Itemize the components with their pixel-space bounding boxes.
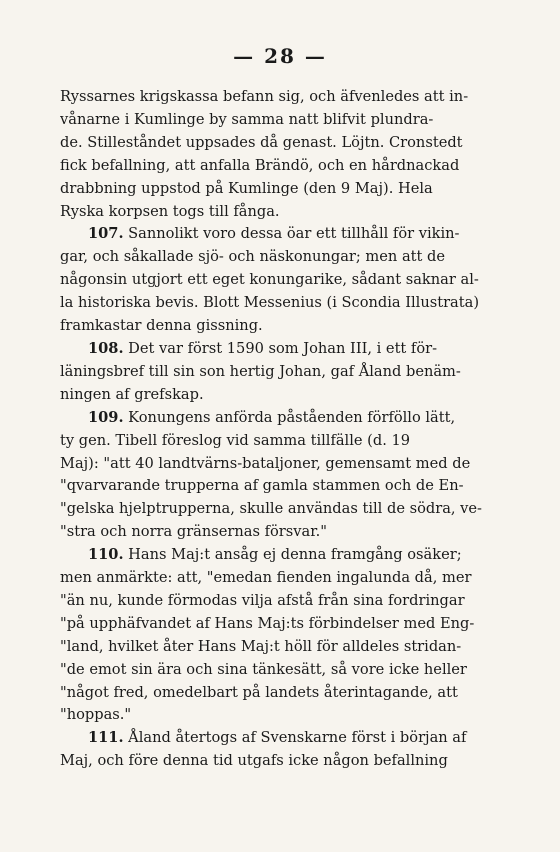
body-text: [60, 86, 502, 773]
paragraph-number: 110.: [88, 546, 124, 564]
text-line: [60, 292, 502, 315]
paragraph-number: 111.: [88, 729, 124, 747]
text-line: [60, 704, 502, 727]
text-line: [60, 361, 502, 384]
paragraph-start-line: [60, 727, 502, 750]
line-text: Det var först 1590 som Johan III, i ett för-: [123, 339, 438, 357]
line-text: "hoppas.": [60, 706, 132, 724]
line-text: "de emot sin ära och sina tänkesätt, så vore icke heller: [60, 660, 467, 678]
text-line: [60, 132, 502, 155]
paragraph-number: 107.: [88, 225, 124, 243]
text-line: [60, 498, 502, 521]
line-text: Konungens anförda påståenden förföllo lätt,: [123, 408, 456, 426]
line-text: Maj): "att 40 landtvärns-bataljoner, gemensamt med de: [60, 454, 471, 472]
text-line: [60, 109, 502, 132]
line-text: framkastar denna gissning.: [60, 317, 263, 335]
text-line: [60, 567, 502, 590]
text-line: [60, 178, 502, 201]
line-text: Ryska korpsen togs till fånga.: [60, 202, 280, 220]
text-line: [60, 682, 502, 705]
text-line: [60, 521, 502, 544]
page-header: — 28 —: [233, 44, 327, 68]
line-text: "gelska hjelptrupperna, skulle användas till de södra, ve-: [60, 500, 482, 518]
paragraph-start-line: [60, 223, 502, 246]
line-text: Ryssarnes krigskassa befann sig, och äfvenledes att in-: [60, 88, 469, 105]
line-text: "land, hvilket åter Hans Maj:t höll för alldeles stridan-: [60, 637, 462, 655]
text-line: [60, 453, 502, 476]
text-line: [60, 613, 502, 636]
line-text: "stra och norra gränsernas försvar.": [60, 523, 327, 541]
line-text: la historiska bevis. Blott Messenius (i Scondia Illustrata): [60, 294, 480, 312]
paragraph-start-line: [60, 544, 502, 567]
text-line: [60, 475, 502, 498]
line-text: drabbning uppstod på Kumlinge (den 9 Maj). Hela: [60, 179, 433, 197]
paragraph-start-line: [60, 338, 502, 361]
text-line: [60, 201, 502, 224]
line-text: Maj, och före denna tid utgafs icke någon befallning: [60, 752, 448, 770]
text-line: [60, 246, 502, 269]
line-text: de. Stilleståndet uppsades då genast. Löjtn. Cronstedt: [60, 133, 463, 151]
line-text: men anmärkte: att, "emedan fienden ingalunda då, mer: [60, 569, 472, 587]
line-text: "än nu, kunde förmodas vilja afstå från sina fordringar: [60, 591, 465, 609]
line-text: ty gen. Tibell föreslog vid samma tillfälle (d. 19: [60, 431, 411, 449]
line-text: "något fred, omedelbart på landets återintagande, att: [60, 683, 458, 701]
line-text: ningen af grefskap.: [60, 385, 204, 403]
text-line: [60, 659, 502, 682]
line-text: vånarne i Kumlinge by samma natt blifvit plundra-: [60, 110, 434, 128]
text-line: [60, 750, 502, 773]
paragraph-start-line: [60, 407, 502, 430]
text-line: [60, 430, 502, 453]
text-line: [60, 636, 502, 659]
text-line: [60, 269, 502, 292]
text-line: [60, 590, 502, 613]
line-text: "på upphäfvandet af Hans Maj:ts förbindelser med Eng-: [60, 614, 475, 632]
line-text: Sannolikt voro dessa öar ett tillhåll för vikin-: [123, 225, 460, 243]
line-text: läningsbref till sin son hertig Johan, gaf Åland benäm-: [60, 362, 461, 380]
text-line: [60, 86, 502, 109]
paragraph-number: 109.: [88, 408, 124, 426]
line-text: Hans Maj:t ansåg ej denna framgång osäker;: [123, 546, 462, 564]
text-line: [60, 384, 502, 407]
line-text: fick befallning, att anfalla Brändö, och en hårdnackad: [60, 156, 460, 174]
text-line: [60, 155, 502, 178]
line-text: någonsin utgjort ett eget konungarike, sådant saknar al-: [60, 271, 479, 289]
line-text: "qvarvarande trupperna af gamla stammen och de En-: [60, 477, 464, 495]
text-line: [60, 315, 502, 338]
line-text: gar, och såkallade sjö- och näskonungar; men att de: [60, 248, 445, 266]
line-text: Åland återtogs af Svenskarne först i början af: [123, 729, 467, 747]
paragraph-number: 108.: [88, 339, 124, 357]
